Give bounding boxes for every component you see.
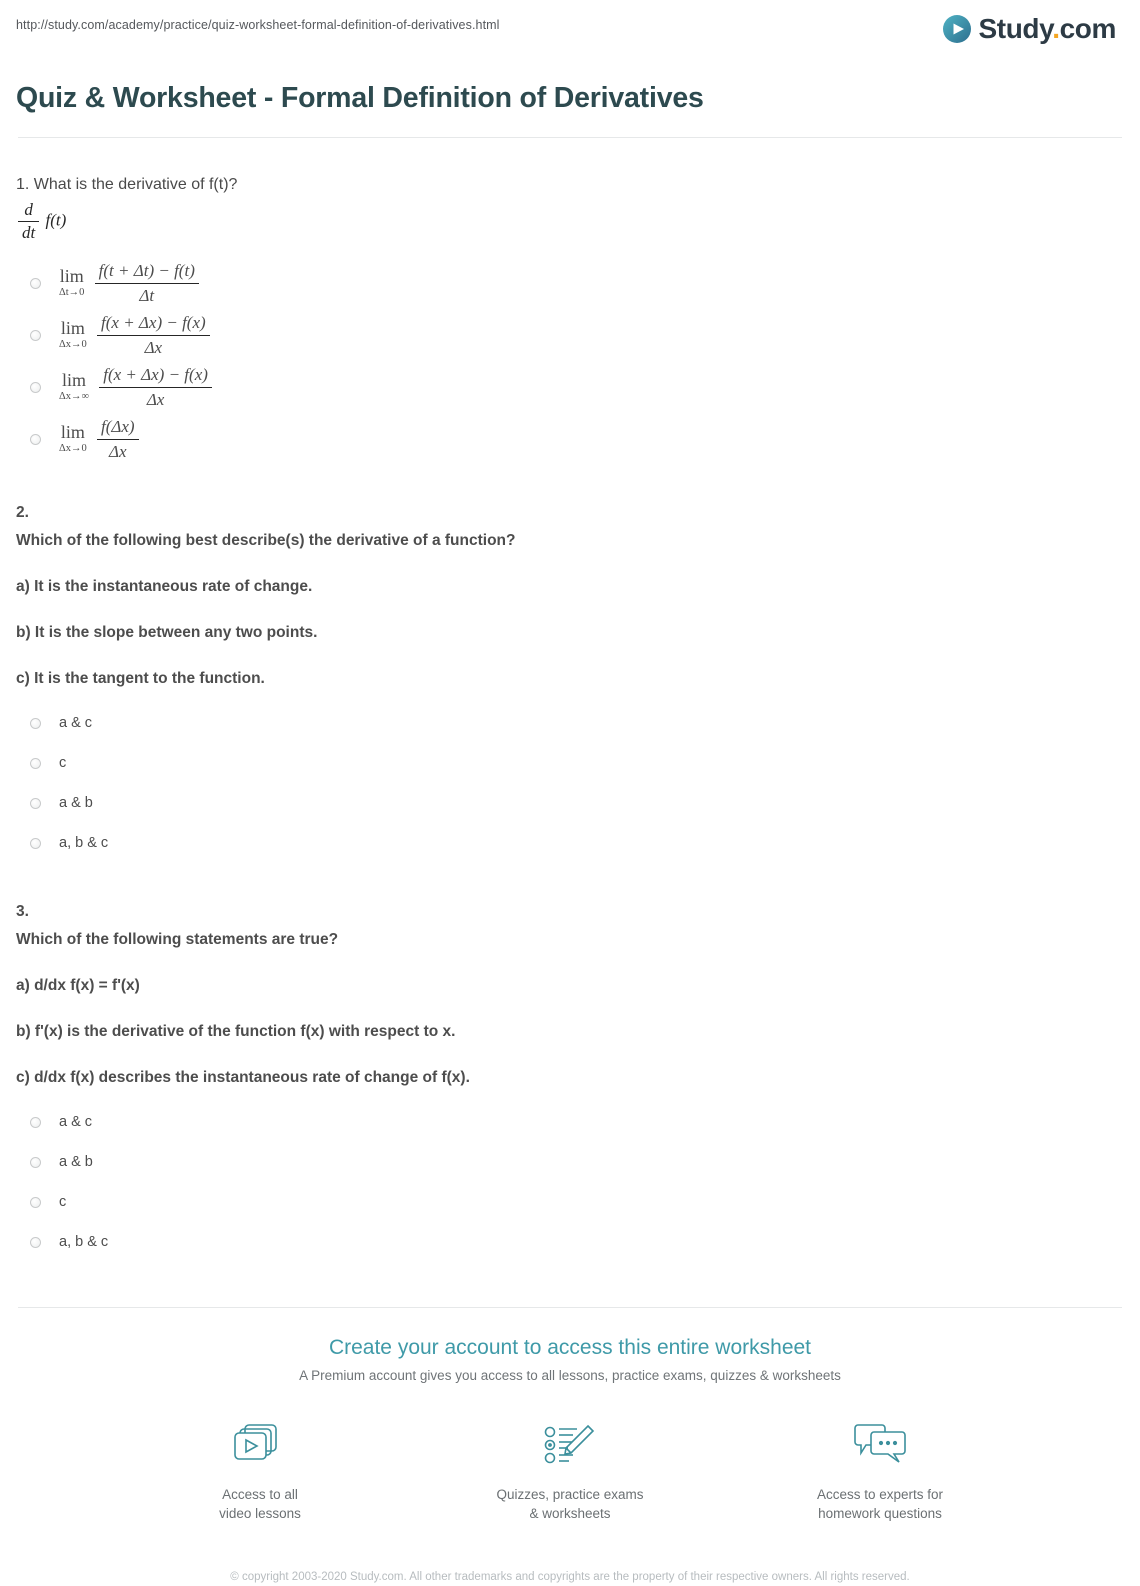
option-denominator: Δx <box>99 387 212 411</box>
feature-line-1: Access to experts for <box>790 1485 970 1505</box>
option-numerator: f(x + Δx) − f(x) <box>99 364 212 387</box>
option-row[interactable] <box>16 309 1124 361</box>
radio-button[interactable] <box>30 758 41 769</box>
worksheet-body <box>0 138 1140 1262</box>
feature-line-1: Access to all <box>170 1485 350 1505</box>
option-row[interactable] <box>16 1183 1124 1223</box>
limit-subscript: Δx→0 <box>59 338 87 352</box>
question-1-options <box>16 257 1124 465</box>
question-1-heading <box>16 176 1124 194</box>
feature-text <box>790 1485 970 1524</box>
question-1-formula <box>16 200 1124 243</box>
browser-top-bar <box>0 0 1140 56</box>
page-title: Quiz & Worksheet - Formal Definition of Derivatives <box>0 75 1140 115</box>
question-3-number: 3. <box>16 902 1124 923</box>
radio-button[interactable] <box>30 434 41 445</box>
brand-suffix: com <box>1060 13 1116 44</box>
option-label: a & c <box>59 714 92 733</box>
limit-op-text: lim <box>61 319 85 337</box>
radio-button[interactable] <box>30 1117 41 1128</box>
question-1-prompt: What is the derivative of f(t)? <box>34 176 238 193</box>
brand-name: Study <box>979 13 1053 44</box>
quiz-checklist-pencil-icon <box>480 1417 660 1473</box>
option-numerator: f(t + Δt) − f(t) <box>95 260 199 283</box>
option-fraction <box>99 364 212 411</box>
video-stack-play-icon <box>170 1417 350 1473</box>
cta-subtext: A Premium account gives you access to all lessons, practice exams, quizzes & worksheets <box>0 1368 1140 1383</box>
option-row[interactable] <box>16 1223 1124 1263</box>
question-2-options <box>16 704 1124 864</box>
question-1 <box>16 138 1124 465</box>
option-fraction <box>95 260 199 307</box>
feature-item <box>170 1417 350 1524</box>
formula-denominator: dt <box>18 221 39 243</box>
cta-section <box>0 1308 1140 1586</box>
limit-subscript: Δx→∞ <box>59 390 89 404</box>
radio-button[interactable] <box>30 838 41 849</box>
formula-fraction <box>18 200 39 243</box>
limit-operator <box>59 267 84 300</box>
option-label: c <box>59 754 66 773</box>
option-row[interactable] <box>16 744 1124 784</box>
option-row[interactable] <box>16 704 1124 744</box>
formula-operand: f(t) <box>45 211 66 230</box>
question-2-choice-line: b) It is the slope between any two points. <box>16 623 1124 644</box>
play-circle-icon <box>942 14 972 44</box>
option-label <box>59 260 201 307</box>
study-com-logo[interactable] <box>942 14 1124 44</box>
feature-item <box>480 1417 660 1524</box>
formula-numerator: d <box>18 200 39 221</box>
feature-text <box>170 1485 350 1524</box>
question-3-choice-line: a) d/dx f(x) = f'(x) <box>16 976 1124 997</box>
question-3-choice-line: c) d/dx f(x) describes the instantaneous rate of change of f(x). <box>16 1068 1124 1089</box>
option-label: c <box>59 1193 66 1212</box>
question-2-stem: Which of the following best describe(s) the derivative of a function? <box>16 531 1124 552</box>
option-label <box>59 416 141 463</box>
radio-button[interactable] <box>30 1197 41 1208</box>
feature-text <box>480 1485 660 1524</box>
chat-bubbles-icon <box>790 1417 970 1473</box>
option-denominator: Δx <box>97 439 139 463</box>
address-bar-url[interactable]: http://study.com/academy/practice/quiz-worksheet-formal-definition-of-derivatives.html <box>16 14 500 32</box>
option-denominator: Δx <box>97 335 210 359</box>
radio-button[interactable] <box>30 382 41 393</box>
option-label <box>59 364 214 411</box>
feature-item <box>790 1417 970 1524</box>
question-2-number: 2. <box>16 503 1124 524</box>
brand-wordmark <box>979 15 1116 43</box>
option-row[interactable] <box>16 1143 1124 1183</box>
limit-operator <box>59 319 87 352</box>
limit-operator <box>59 371 89 404</box>
radio-button[interactable] <box>30 278 41 289</box>
copyright-notice: © copyright 2003-2020 Study.com. All other trademarks and copyrights are the property of their respective owners. All rights reserved. <box>210 1568 930 1586</box>
option-denominator: Δt <box>95 283 199 307</box>
option-row[interactable] <box>16 1103 1124 1143</box>
feature-line-2: homework questions <box>790 1504 970 1524</box>
question-2 <box>16 465 1124 864</box>
radio-button[interactable] <box>30 718 41 729</box>
option-label: a & c <box>59 1113 92 1132</box>
limit-op-text: lim <box>60 267 84 285</box>
question-3-stem: Which of the following statements are true? <box>16 930 1124 951</box>
question-3-choice-line: b) f'(x) is the derivative of the function f(x) with respect to x. <box>16 1022 1124 1043</box>
option-row[interactable] <box>16 824 1124 864</box>
cta-headline[interactable]: Create your account to access this entire worksheet <box>0 1334 1140 1361</box>
feature-line-2: & worksheets <box>480 1504 660 1524</box>
option-fraction <box>97 416 139 463</box>
option-numerator: f(x + Δx) − f(x) <box>97 312 210 335</box>
option-label: a & b <box>59 1153 93 1172</box>
question-3 <box>16 864 1124 1263</box>
limit-operator <box>59 423 87 456</box>
radio-button[interactable] <box>30 330 41 341</box>
radio-button[interactable] <box>30 1157 41 1168</box>
brand-dot: . <box>1052 13 1059 44</box>
option-fraction <box>97 312 210 359</box>
question-3-options <box>16 1103 1124 1263</box>
option-row[interactable] <box>16 413 1124 465</box>
option-label: a, b & c <box>59 1233 108 1252</box>
limit-subscript: Δx→0 <box>59 442 87 456</box>
option-row[interactable] <box>16 257 1124 309</box>
feature-line-1: Quizzes, practice exams <box>480 1485 660 1505</box>
radio-button[interactable] <box>30 798 41 809</box>
question-2-choice-line: a) It is the instantaneous rate of change. <box>16 577 1124 598</box>
limit-subscript: Δt→0 <box>59 286 84 300</box>
feature-list <box>0 1417 1140 1524</box>
question-2-choice-line: c) It is the tangent to the function. <box>16 669 1124 690</box>
option-numerator: f(Δx) <box>97 416 139 439</box>
option-label <box>59 312 212 359</box>
option-label: a, b & c <box>59 834 108 853</box>
option-row[interactable] <box>16 784 1124 824</box>
limit-op-text: lim <box>62 371 86 389</box>
limit-op-text: lim <box>61 423 85 441</box>
radio-button[interactable] <box>30 1237 41 1248</box>
feature-line-2: video lessons <box>170 1504 350 1524</box>
question-1-number: 1. <box>16 176 29 193</box>
option-row[interactable] <box>16 361 1124 413</box>
option-label: a & b <box>59 794 93 813</box>
